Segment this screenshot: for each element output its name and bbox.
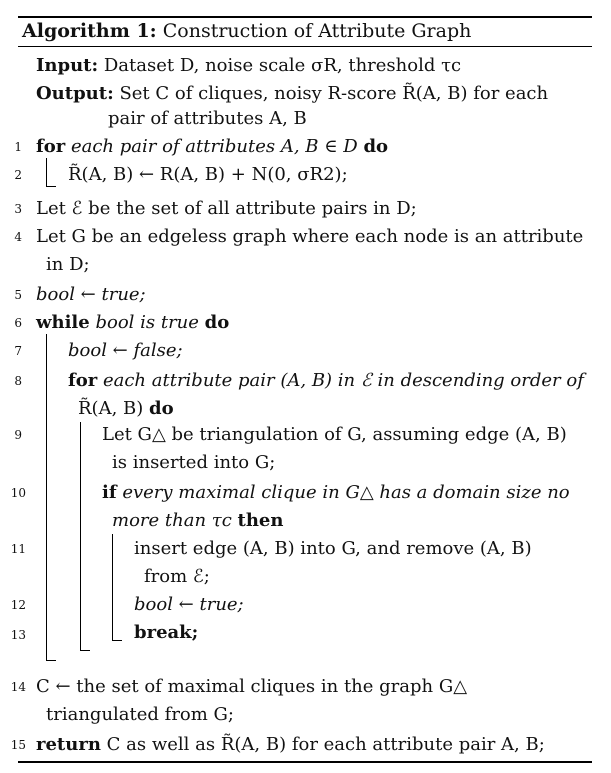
- line-4: Let G be an edgeless graph where each node is an attribute: [36, 226, 584, 247]
- input-keyword: Input:: [36, 55, 99, 76]
- line-number: 14: [10, 680, 26, 694]
- keyword-do: do: [363, 136, 389, 157]
- line-number: 6: [14, 316, 22, 330]
- block-end-for-2: [80, 650, 90, 651]
- line-15-text: C as well as R̃(A, B) for each attribute pair A, B;: [106, 734, 545, 755]
- line-10-text-cont: more than τc: [112, 510, 232, 531]
- line-8-text-cont: R̃(A, B): [78, 398, 144, 419]
- output-line-cont: pair of attributes A, B: [108, 108, 307, 129]
- bottom-rule: [18, 761, 592, 763]
- block-bar-for-2: [80, 422, 81, 650]
- keyword-do: do: [204, 312, 230, 333]
- line-number: 4: [14, 230, 22, 244]
- line-number: 12: [10, 598, 26, 612]
- keyword-while: while: [36, 312, 90, 333]
- top-rule: [18, 16, 592, 18]
- line-number: 13: [10, 628, 26, 642]
- line-6-text: bool is true: [95, 312, 199, 333]
- line-number: 8: [14, 374, 22, 388]
- block-bar-for-1: [46, 158, 47, 186]
- block-end-if: [112, 640, 122, 641]
- line-number: 11: [10, 542, 26, 556]
- line-14: C ← the set of maximal cliques in the graph G△: [36, 676, 468, 697]
- output-keyword: Output:: [36, 83, 114, 104]
- line-8: [68, 370, 584, 392]
- line-13: break;: [134, 622, 199, 643]
- block-bar-if: [112, 534, 113, 640]
- line-8-text: each attribute pair (A, B) in ℰ in descending order of: [102, 370, 584, 391]
- line-14-cont: triangulated from G;: [46, 704, 234, 725]
- line-3: Let ℰ be the set of all attribute pairs in D;: [36, 198, 417, 219]
- line-number: 10: [10, 486, 26, 500]
- keyword-return: return: [36, 734, 101, 755]
- keyword-if: if: [102, 482, 117, 503]
- output-line: [36, 83, 548, 105]
- line-number: 3: [14, 202, 22, 216]
- line-7: bool ← false;: [68, 340, 183, 361]
- algorithm-title: Construction of Attribute Graph: [162, 20, 472, 42]
- line-2: R̃(A, B) ← R(A, B) + N(0, σR2);: [68, 164, 348, 185]
- line-15: [36, 734, 545, 756]
- block-bar-while: [46, 334, 47, 660]
- algorithm-label: Algorithm 1:: [22, 20, 157, 42]
- title-rule: [18, 46, 592, 47]
- line-number: 1: [14, 140, 22, 154]
- line-number: 5: [14, 288, 22, 302]
- keyword-then: then: [237, 510, 284, 531]
- line-12: bool ← true;: [134, 594, 244, 615]
- line-10-text: every maximal clique in G△ has a domain size no: [122, 482, 570, 503]
- block-end-for-1: [46, 186, 56, 187]
- line-4-cont: in D;: [46, 254, 90, 275]
- line-11-cont: from ℰ;: [144, 566, 210, 587]
- output-text: Set C of cliques, noisy R-score R̃(A, B) for each: [119, 83, 549, 104]
- keyword-for: for: [36, 136, 66, 157]
- line-number: 9: [14, 428, 22, 442]
- line-1: [36, 136, 388, 158]
- keyword-do: do: [149, 398, 174, 419]
- block-end-while: [46, 660, 56, 661]
- line-number: 7: [14, 344, 22, 358]
- line-10: [102, 482, 570, 504]
- keyword-for: for: [68, 370, 98, 391]
- line-number: 15: [10, 738, 26, 752]
- line-1-text: each pair of attributes A, B ∈ D: [70, 136, 358, 157]
- line-11: insert edge (A, B) into G, and remove (A, B): [134, 538, 532, 559]
- algorithm-title-row: [22, 20, 471, 42]
- line-9: Let G△ be triangulation of G, assuming edge (A, B): [102, 424, 567, 445]
- input-text: Dataset D, noise scale σR, threshold τc: [103, 55, 462, 76]
- line-number: 2: [14, 168, 22, 182]
- line-6: [36, 312, 229, 334]
- line-8-cont: [78, 398, 174, 420]
- input-line: [36, 55, 461, 77]
- line-9-cont: is inserted into G;: [112, 452, 276, 473]
- line-5: bool ← true;: [36, 284, 146, 305]
- line-10-cont: [112, 510, 283, 532]
